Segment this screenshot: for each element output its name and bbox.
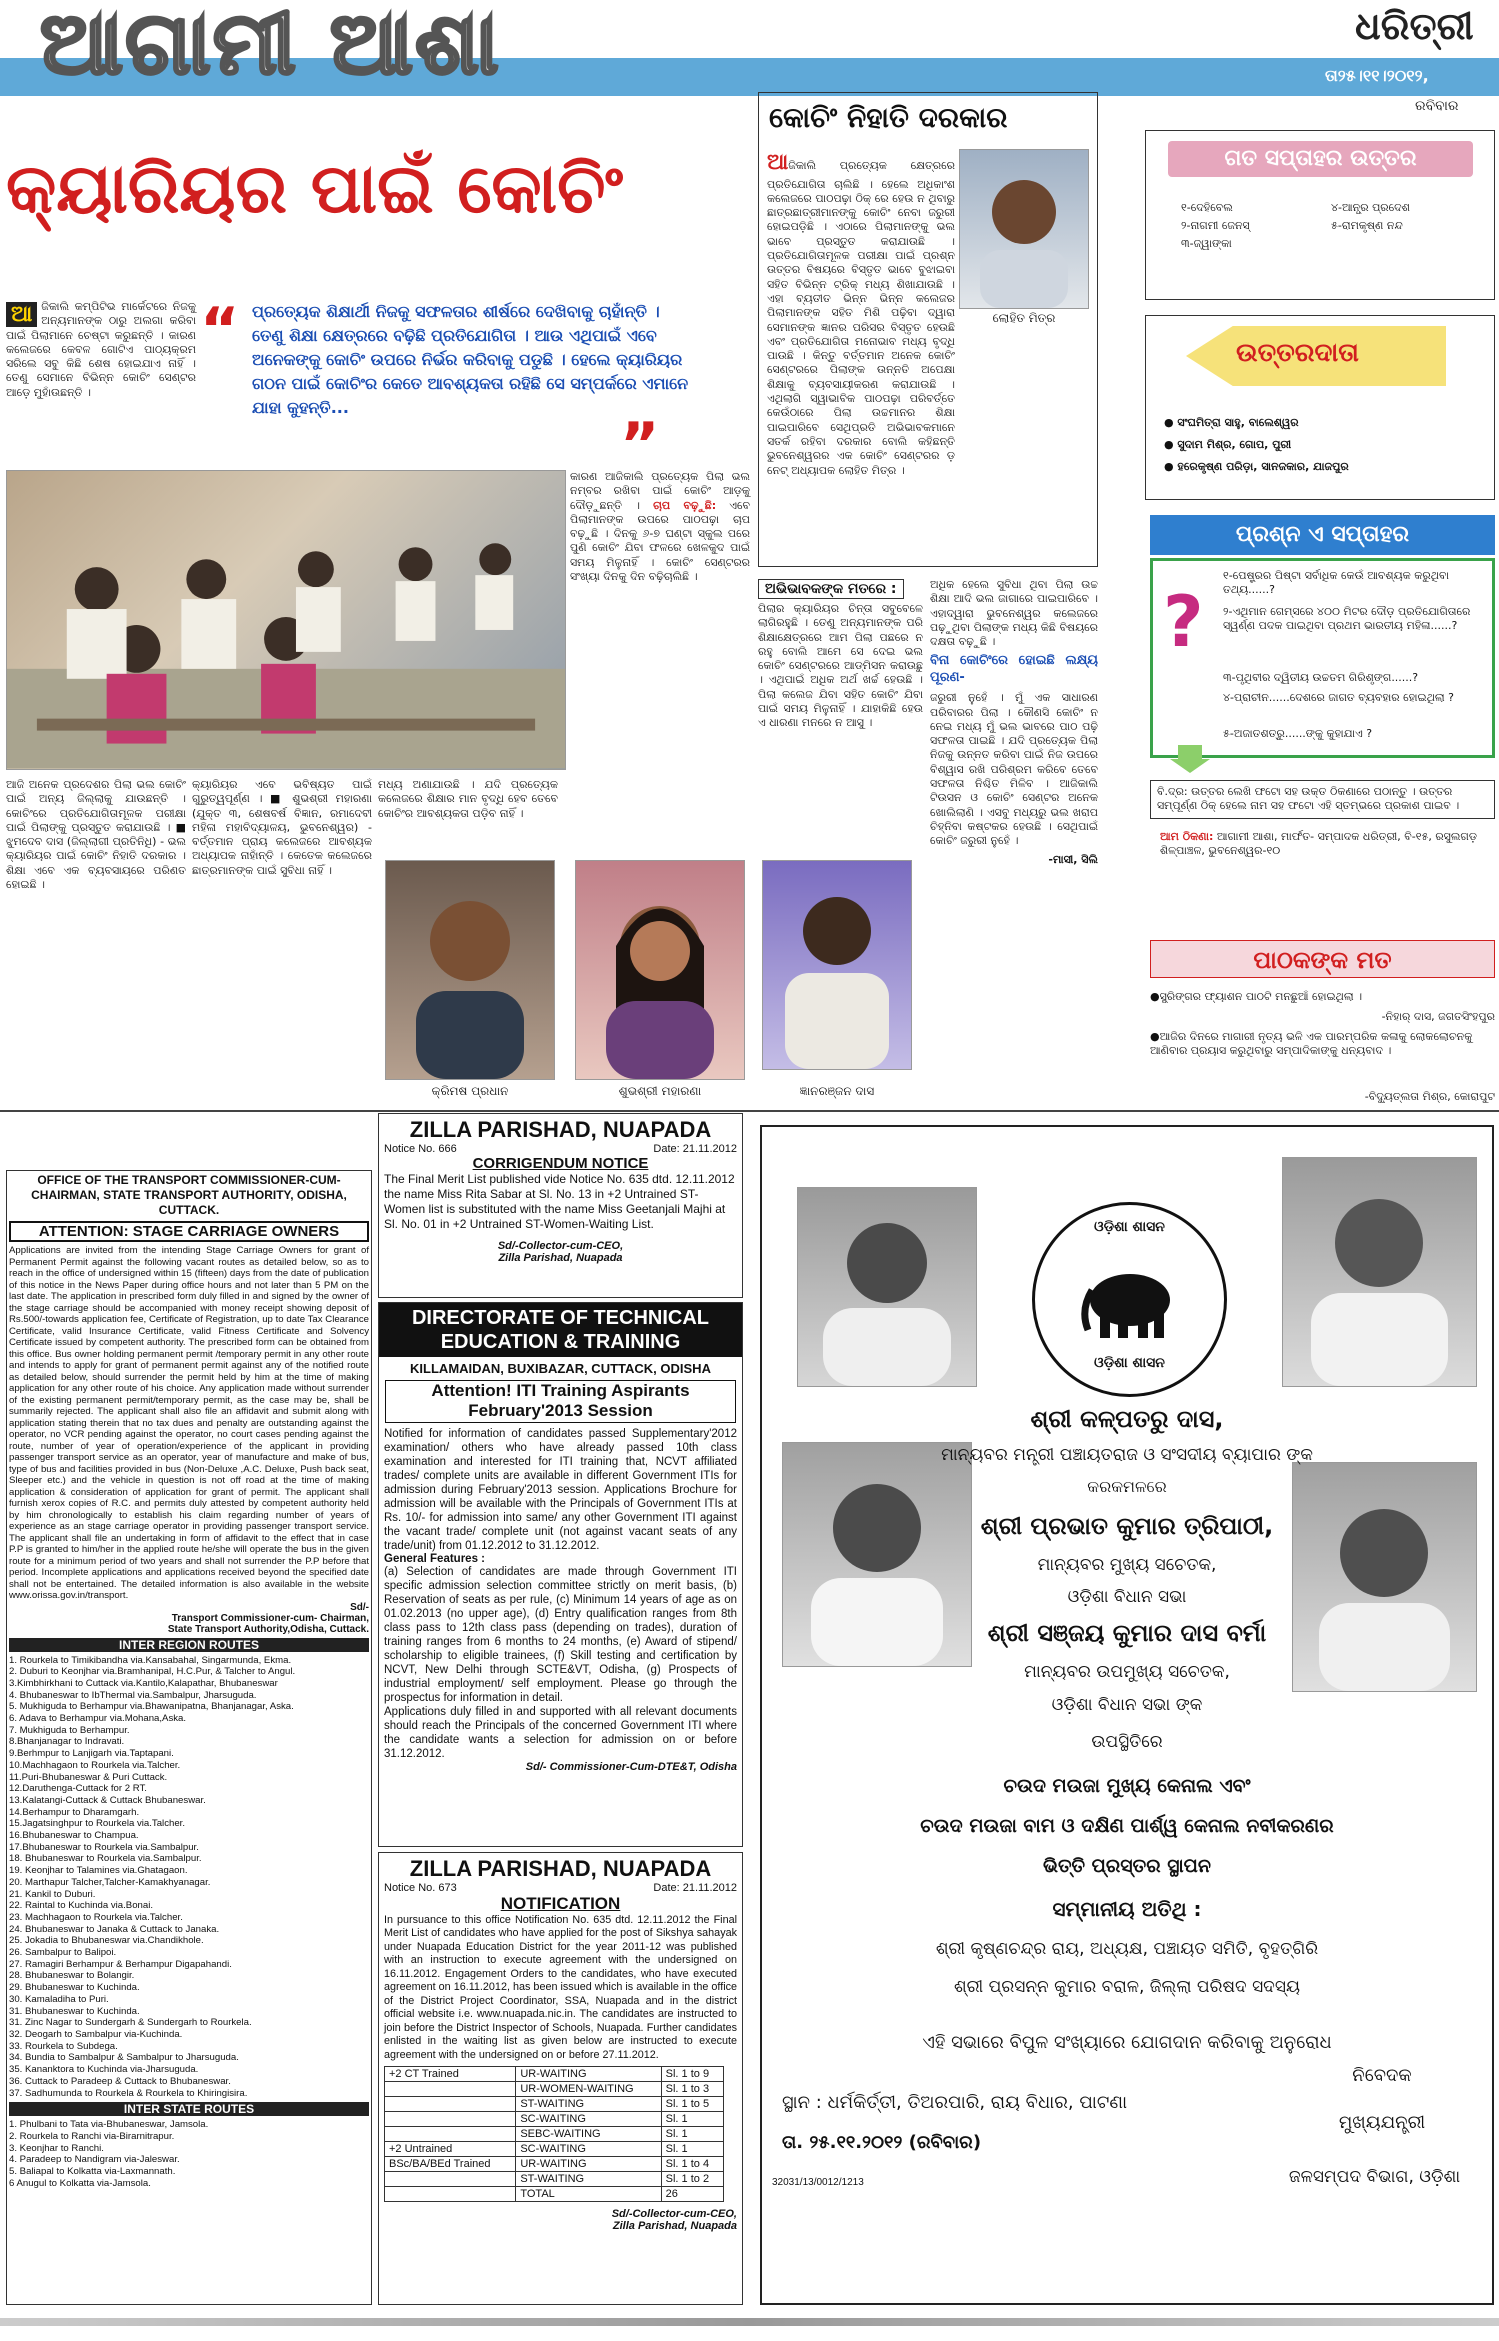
table-row bbox=[385, 2097, 724, 2112]
zp1-title: ZILLA PARISHAD, NUAPADA bbox=[409, 1117, 712, 1142]
portrait-icon bbox=[386, 861, 554, 1079]
solver-2: ● ସୁଦାମ ମିଶ୍ର, ଗୋପ, ପୁରୀ bbox=[1164, 438, 1292, 451]
address-label: ଆମ ଠିକଣା: bbox=[1160, 830, 1214, 843]
chief-guest-name: ଶ୍ରୀ କଳ୍ପତରୁ ଦାସ, bbox=[1030, 1405, 1224, 1433]
quiz-q2: ୨-ଏଥିମାନ ଗେମ୍ସରେ ୪୦୦ ମିଟର ଦୌଡ଼ ପ୍ରତିଯୋଗିତାରେ ସ୍ୱର୍ଣ୍ଣ ପଦକ ପାଇଥିବା ପ୍ରଥମ ଭାରତୀୟ ମହିଳା......? bbox=[1223, 605, 1471, 633]
solver-3: ● ହରେକୃଷ୍ଣ ପରିଡ଼ା, ସାନଜକାର, ଯାଜପୁର bbox=[1164, 460, 1349, 473]
lead-intro bbox=[6, 300, 196, 400]
table-cell: Sl. 1 to 9 bbox=[661, 2067, 723, 2082]
masthead bbox=[0, 0, 1499, 120]
lead-col-c: ମଧ୍ୟ ଅଣାଯାଉଛି । ଯଦି ପ୍ରତ୍ୟେକ କଲେଜରେ ଶିକ୍ଷାର ମାନ ବୃଦ୍ଧି ହେବ ତେବେ କୋଚିଂର ଆବଶ୍ୟକତା ପଡ଼ିବ ନାହିଁ । bbox=[378, 778, 558, 820]
lead-quote: ପ୍ରତ୍ୟେକ ଶିକ୍ଷାର୍ଥୀ ନିଜକୁ ସଫଳତାର ଶୀର୍ଷରେ ଦେଖିବାକୁ ଚାହାଁନ୍ତି । ତେଣୁ ଶିକ୍ଷା କ୍ଷେତ୍ରରେ ବଢ଼ିଛି ପ୍ରତିଯୋଗିତା । ଆଉ ଏଥିପାଇଁ ଏବେ ଅନେକଙ୍କୁ କୋଚିଂ ଉପରେ ନିର୍ଭର କରିବାକୁ ପଡୁଛି । ହେଲେ କ୍ୟାରିୟର ଗଠନ ପାଇଁ କୋଚିଂର କେତେ ଆବଶ୍ୟକତା ରହିଛି ସେ ସମ୍ପର୍କରେ ଏମାନେ ଯାହା କୁହନ୍ତି... bbox=[252, 302, 689, 417]
transport-banner: ATTENTION: STAGE CARRIAGE OWNERS bbox=[9, 1221, 369, 1242]
route-item: 7. Mukhiguda to Berhampur. bbox=[9, 1724, 130, 1736]
solvers-heading: ଉତ୍ତରଦାତା bbox=[1236, 338, 1359, 368]
govt-ad bbox=[760, 1125, 1494, 2305]
guests-label: ସମ୍ମାନୀୟ ଅତିଥି : bbox=[1052, 1897, 1202, 1921]
lead-mid-text2: ଏବେ ପିଲାମାନଙ୍କ ଉପରେ ପାଠପଢ଼ା ଚାପ ବଢ଼ୁଛି । ଦିନକୁ ୬-୭ ଘଣ୍ଟା ସ୍କୁଲ ପରେ ପୁଣି କୋଚିଂ ଯିବା ଫଳରେ ଖେଳକୁଦ ପାଇଁ ସମୟ ମିଳୁନାହିଁ । କୋଚିଂ ସେଣ୍ଟରର ସଂଖ୍ୟା ଦିନକୁ ଦିନ ବଢ଼ିଚାଲିଛି । bbox=[570, 498, 750, 584]
address-block bbox=[1160, 830, 1490, 859]
route-item: 9.Berhmpur to Lanjigarh via.Taptapani. bbox=[9, 1748, 174, 1760]
table-cell bbox=[385, 2172, 516, 2187]
dte-features: (a) Selection of candidates are made through Government ITI specific admission selection committee strictly on merit basis, (b) Reservation of seats as per rule, (c) Minimum 14 years of age as on 01.02.2013 (no upper age), (d) Entry qualification ranges from 8th class pass to 12th class pass (depending on trades), duration of training ranges from 6 months to 24 months, (e) Award of stipend/ scholarship to eligible trainees, (f) Skill testing and certification by NCVT, New Delhi through SCTE&VT, Odisha, (g) Prospects of industrial employment/ self employment. Please go through the prospectus for information in detail. bbox=[384, 1565, 737, 1705]
table-cell: UR-WAITING bbox=[516, 2157, 661, 2172]
route-item: 22. Raintal to Kuchinda via.Bonai. bbox=[9, 1900, 153, 1912]
table-row bbox=[385, 2112, 724, 2127]
dte-body: Notified for information of candidates passed Supplementary'2012 examination/ others who have already passed 10th class examination and interested for ITI training that, NCVT affiliated trades/ complete units are available in different Government ITIs for admission during February'2013 session. Applications Brochure for admission will be available with the Principals of Government ITIs at Rs. 10/- for admission into same/ any other Government ITI against the vacant trade/ complete unit (not against vacant seats of any trade/unit) from 01.12.2012 to 31.12.2012. bbox=[384, 1427, 737, 1552]
quiz-heading: ପ୍ରଶ୍ନ ଏ ସପ୍ତାହର bbox=[1150, 515, 1495, 555]
inter-state-routes bbox=[9, 2119, 369, 2189]
page-footer-rule bbox=[0, 2318, 1499, 2326]
guardian-col-a: ପିଲାର କ୍ୟାରିୟର ଚିନ୍ତା ସବୁବେଳେ ଲାଗିରହୁଛି । ତେଣୁ ଅନ୍ୟମାନଙ୍କ ପରି ଶିକ୍ଷାକ୍ଷେତ୍ରରେ ଆମ ପିଲା ପଛରେ ନ ରହୁ ବୋଲି ଆମେ ସେ ଦେଇ ଭଲ କୋଚିଂ ସେଣ୍ଟରରେ ଆଡ୍ମିସନ କରାଉଛୁ । ଏଥିପାଇଁ ଅଧିକ ଅର୍ଥ ଖର୍ଚ୍ଚ ହେଉଛି । ପିଲା କଲେଜ ଯିବା ସହିତ କୋଚିଂ ଯିବା ପାଇଁ ସମୟ ମିଳୁନାହିଁ । ଯାହାକିଛି ହେଉ ଏ ଧାରଣା ମନରେ ନ ଆସୁ । bbox=[758, 602, 923, 730]
project-line-2: ଚଉଦ ମଉଜା ବାମ ଓ ଦକ୍ଷିଣ ପାର୍ଶ୍ୱ କେନାଲ ନବୀକରଣର bbox=[920, 1815, 1334, 1837]
table-row bbox=[385, 2127, 724, 2142]
guardian-col-b bbox=[930, 578, 1098, 867]
address-text: ଆଗାମୀ ଆଶା, ମାର୍ଫତ- ସମ୍ପାଦକ ଧରିତ୍ରୀ, ବି-୧୫, ରସୁଲଗଡ଼ ଶିଳ୍ପାଞ୍ଚଳ, ଭୁବନେଶ୍ୱର-୧୦ bbox=[1160, 830, 1477, 858]
route-item: 18. Bhubaneswar to Rourkela via.Sambalpur. bbox=[9, 1853, 202, 1865]
lead-intro-text: ଜିକାଲି କମ୍ପିଟିଭ ମାର୍କେଟରେ ନିଜକୁ ଅନ୍ୟମାନଙ୍କ ଠାରୁ ଅଲଗା କରିବା ପାଇଁ ପିଲାମାନେ ଚେଷ୍ଟା କରୁଛନ୍ତି । କାରଣ କଲେଜରେ କେବଳ ଗୋଟିଏ ପାଠ୍ୟକ୍ରମ ସରିଲେ ସବୁ କିଛି ଶେଷ ହୋଇଯାଏ ନାହିଁ । ତେଣୁ ସେମାନେ ବିଭିନ୍ନ କୋଚିଂ ସେଣ୍ଟର ଆଡ଼େ ମୁହାଁଉଛନ୍ତି । bbox=[6, 300, 196, 399]
dte-sig: Sd/- Commissioner-Cum-DTE&T, Odisha bbox=[525, 1761, 737, 1774]
portrait-icon bbox=[798, 1188, 976, 1386]
emblem-top-text: ଓଡ଼ିଶା ଶାସନ bbox=[1094, 1219, 1165, 1235]
caption-gyanaranjan: ଜ୍ଞାନରଞ୍ଜନ ଦାସ bbox=[799, 1084, 875, 1098]
transport-title: OFFICE OF THE TRANSPORT COMMISSIONER-CUM-CHAIRMAN, STATE TRANSPORT AUTHORITY, ODISHA, CUTTACK. bbox=[31, 1173, 347, 1217]
route-item: 19. Keonjhar to Talamines via.Ghatagaon. bbox=[9, 1865, 188, 1877]
table-cell: UR-WOMEN-WAITING bbox=[516, 2082, 661, 2097]
inter-state-heading: INTER STATE ROUTES bbox=[9, 2102, 369, 2116]
students-illustration bbox=[7, 469, 565, 769]
lead-col-b: କ୍ୟାରିୟର ଏବେ ଭବିଷ୍ୟତ ପାଇଁ ଗୁରୁତ୍ୱପୂର୍ଣ୍ଣ । ■ ଶୁଭଶ୍ରୀ ମହାରଣା (ଯୁକ୍ତ ୩, ଶେଷବର୍ଷ ବିଜ୍ଞାନ, ରମାଦେବୀ ମହିଳା ମହାବିଦ୍ୟାଳୟ, ଭୁବନେଶ୍ୱର) - ବର୍ତ୍ତମାନ ପ୍ରାୟ କଲେଜରେ ଆବଶ୍ୟକ ଅଧ୍ୟାପକ ନାହାଁନ୍ତି । କେତେକ କଲେଜରେ ଛାତ୍ରମାନଙ୍କ ପାଇଁ ସୁବିଧା ନାହିଁ । bbox=[192, 778, 372, 877]
state-route-item: 2. Rourkela to Ranchi via-Birarnitrapur. bbox=[9, 2130, 175, 2142]
portrait-icon bbox=[1283, 1158, 1476, 1386]
table-cell bbox=[385, 2082, 516, 2097]
guardian-heading: ଅଭିଭାବକଙ୍କ ମତରେ : bbox=[758, 579, 904, 599]
lead-mid-text: କାରଣ ଆଜିକାଲି ପ୍ରତ୍ୟେକ ପିଲା ଭଲ ନମ୍ବର ରଖିବା ପାଇଁ କୋଚିଂ ଆଡ଼କୁ ଦୌଡ଼ୁଛନ୍ତି । bbox=[570, 470, 750, 512]
prev-answer-2: ୨-ନାଗମୀ ଜେନସ୍ bbox=[1181, 219, 1250, 232]
table-row bbox=[385, 2187, 724, 2202]
guardian-text3: ଜରୁରୀ ନୁହେଁ । ମୁଁ ଏକ ସାଧାରଣ ପରିବାରର ପିଲା । କୌଣସି କୋଚିଂ ନ ନେଇ ମଧ୍ୟ ମୁଁ ଭଲ ଭାବରେ ପାଠ ପଢ଼ି ସଫଳତା ପାଇଛି । ଯଦି ପ୍ରତ୍ୟେକ ପିଲା ନିଜକୁ ଉନ୍ନତ କରିବା ପାଇଁ ନିଜ ଉପରେ ବିଶ୍ୱାସ ରଖି ପରିଶ୍ରମ କରିବେ ତେବେ ସଫଳତା ନିଶ୍ଚିତ ମିଳିବ । ଆଜିକାଲି ଟିଉସନ ଓ କୋଚିଂ ସେଣ୍ଟର ଅନେକ ଖୋଲିଲାଣି । ଏସବୁ ମଧ୍ୟରୁ ଭଲ ଖରାପ ଚିହ୍ନିବା କଷ୍ଟକର ହେଉଛି । ସେଥିପାଇଁ କୋଚିଂ ଜରୁରୀ ନୁହେଁ । bbox=[930, 691, 1098, 848]
route-item: 24. Bhubaneswar to Janaka & Cuttack to Janaka. bbox=[9, 1923, 220, 1935]
route-item: 2. Duburi to Keonjhar via.Bramhanipal, H.C.Pur, & Talcher to Angul. bbox=[9, 1666, 296, 1678]
route-item: 10.Machhagaon to Rourkela via.Talcher. bbox=[9, 1759, 181, 1771]
route-item: 28. Bhubaneswar to Bolangir. bbox=[9, 1970, 135, 1982]
table-cell: Sl. 1 bbox=[661, 2112, 723, 2127]
zp1-sig1: Sd/-Collector-cum-CEO, bbox=[497, 1240, 624, 1252]
state-route-item: 6 Anugul to Kolkatta via-Jamsola. bbox=[9, 2177, 151, 2189]
venue-text: ସ୍ଥାନ : ଧର୍ମକିର୍ତ୍ତୀ, ତିଅରପାରି, ରାୟ ବିଧାର, ପାଟଣା bbox=[782, 2092, 1128, 2113]
table-cell: SC-WAITING bbox=[516, 2142, 661, 2157]
guest-2: ଶ୍ରୀ ପ୍ରସନ୍ନ କୁମାର ବରାଳ, ଜିଲ୍ଲା ପରିଷଦ ସଦସ୍ୟ bbox=[954, 1977, 1300, 1997]
route-item: 34. Bundia to Sambalpur & Sambalpur to Jharsuguda. bbox=[9, 2052, 239, 2064]
masthead-title: ଆଗାମୀ ଆଶା bbox=[40, 0, 501, 94]
photo-chief-minister bbox=[1282, 1157, 1477, 1387]
route-item: 31. Bhubaneswar to Kuchinda. bbox=[9, 2005, 140, 2017]
presence-text: ଉପସ୍ଥିତିରେ bbox=[1091, 1732, 1163, 1752]
table-cell bbox=[385, 2112, 516, 2127]
route-item: 5. Mukhiguda to Berhampur via.Bhawanipatna, Bhanjanagar, Aska. bbox=[9, 1701, 294, 1713]
zp1-heading: CORRIGENDUM NOTICE bbox=[472, 1155, 649, 1172]
table-cell bbox=[385, 2187, 516, 2202]
zp1-notice-no: Notice No. 666 bbox=[384, 1143, 457, 1155]
issue-day: ରବିବାର bbox=[1415, 98, 1459, 114]
prev-answers-heading: ଗତ ସପ୍ତାହର ଉତ୍ତର bbox=[1168, 141, 1473, 177]
table-cell: SEBC-WAITING bbox=[516, 2127, 661, 2142]
route-item: 16.Bhubaneswar to Champua. bbox=[9, 1830, 139, 1842]
prev-answer-4: ୪-ଆନ୍ଧ୍ର ପ୍ରଦେଶ bbox=[1331, 201, 1410, 214]
lead-headline: କ୍ୟାରିୟର ପାଇଁ କୋଚିଂ bbox=[6, 150, 623, 229]
route-item: 14.Berhampur to Dharamgarh. bbox=[9, 1806, 140, 1818]
caption-kriti: କ୍ରିମଷ ପ୍ରଧାନ bbox=[431, 1084, 509, 1098]
inter-region-routes bbox=[9, 1655, 369, 2100]
table-row bbox=[385, 2142, 724, 2157]
state-route-item: 5. Baliapal to Kolkatta via-Laxmannath. bbox=[9, 2166, 176, 2178]
table-cell: TOTAL bbox=[516, 2187, 661, 2202]
table-cell: Sl. 1 bbox=[661, 2142, 723, 2157]
zp2-sig1: Sd/-Collector-cum-CEO, bbox=[611, 2208, 737, 2221]
table-cell: UR-WAITING bbox=[516, 2067, 661, 2082]
route-item: 4. Bhubaneswar to IbThermal via.Sambalpur, Jharsuguda. bbox=[9, 1689, 257, 1701]
opinion-1-sign: -ନିହାର୍ ଦାସ, ଜଗତସିଂହପୁର bbox=[1381, 1010, 1495, 1023]
route-item: 1. Rourkela to Timikibandha via.Kansabahal, Singarmunda, Ekma. bbox=[9, 1654, 292, 1666]
waiting-list-table bbox=[384, 2066, 724, 2202]
state-route-item: 4. Paradeep to Nandigram via-Jaleswar. bbox=[9, 2154, 180, 2166]
guardian-sign: -ମାସୀ, ସିଲି bbox=[1048, 852, 1098, 866]
classroom-photo bbox=[6, 470, 566, 770]
photo-kriti bbox=[385, 860, 555, 1080]
zp2-date: Date: 21.11.2012 bbox=[653, 1882, 737, 1894]
coaching-heading: କୋଚିଂ ନିହାତି ଦରକାର bbox=[769, 101, 1008, 134]
dte-ad bbox=[378, 1302, 743, 1847]
transport-sig1: Sd/- bbox=[350, 1601, 369, 1613]
table-cell bbox=[385, 2127, 516, 2142]
transport-body: Applications are invited from the intending Stage Carriage Owners for grant of Permanent Permit against the following vacant routes as detailed below, so as to reach in the office of undersigned within 15 (fifteen) days from the date of publication of this notice in the News Paper during office hours and not later than 5 PM on the last date. The application in prescribed form duly filled in and signed by the owner of the stage carriage should be accompanied with money receipt showing deposit of Rs.500/-towards application fee, Certificate of Registration, up to date Tax Clearance Certificate, valid Insurance Certificate, valid Fitness Certificate and Solvency Certificate issued by competent authority. The prescribed form can be obtained from this office. Bus owner holding permanent permit /temporary permit in any other route and intends to apply for grant of permanent permit against any of the notified route as detailed below, should surrender the permit held by him at the time of making application for any other route of his choice. Any application made without surrender of the existing permanent permit/temporary permit, as the case may be, shall be summarily rejected. The applicant shall also file an affidavit and submit along with application stating therein that no tax dues and penalty are outstanding against the operator, no VCR pending against the operator, no court cases pending against the route, number of year of operation/experience of the applicant in providing passenger transport service as an operator, year of manufacture and make of bus, type of bus and facilities provided in bus (Non-Deluxe ,A.C. Deluxe, Push back seat, Sleeper etc.) and the vehicle in question is not off road at the time of making application & consideration of application for grant of permit. The applicant shall furnish xerox copies of R.C. and permits duly attested by competent authority held by him chronologically to establish his claim regarding number of years of experience as an stage carriage operator in providing passenger transport service. The applicant shall file an undertaking in form of affidavit to the effect that in case P.P is granted to him/her in the applied route he/she will operate the bus in the given route for a minimum period of two years and shall not surrender the P.P before that period. Incomplete applications and applications received beyond the specified date shall not be entertained. The detailed information is also available in the website www.orissa.gov.in/transport. bbox=[9, 1245, 369, 1601]
dte-features-label: General Features : bbox=[384, 1552, 485, 1565]
route-item: 33. Rourkela to Subdega. bbox=[9, 2040, 118, 2052]
odisha-emblem bbox=[1032, 1202, 1227, 1397]
zp2-sig2: Zilla Parishad, Nuapada bbox=[612, 2220, 737, 2233]
coaching-dropcap: ଆ bbox=[767, 150, 789, 175]
table-row bbox=[385, 2157, 724, 2172]
portrait-icon bbox=[763, 861, 911, 1069]
lead-dropcap: ଆ bbox=[6, 302, 37, 327]
state-route-item: 3. Keonjhar to Ranchi. bbox=[9, 2142, 104, 2154]
portrait-icon bbox=[960, 150, 1088, 308]
chief-whip-name: ଶ୍ରୀ ପ୍ରଭାତ କୁମାର ତ୍ରିପାଠୀ, bbox=[980, 1512, 1274, 1540]
table-cell: +2 CT Trained bbox=[385, 2067, 516, 2082]
photo-shubhashree bbox=[575, 860, 745, 1080]
zp2-heading: NOTIFICATION bbox=[500, 1894, 621, 1913]
prev-answer-5: ୫-ରାମକୃଷ୍ଣ ନନ୍ଦ bbox=[1331, 219, 1403, 232]
opinion-heading: ପାଠକଙ୍କ ମତ bbox=[1150, 940, 1495, 978]
lead-quote-close: ” bbox=[620, 410, 660, 480]
lead-col-a: ଆଜି ଅନେକ ପ୍ରଦେଶର ପିଲା ଭଲ କୋଚିଂ ପାଇଁ ଅନ୍ୟ ଜିଲ୍ଲାକୁ ଯାଉଛନ୍ତି । କୋଚିଂରେ ପ୍ରତିଯୋଗିତାମୂଳକ ପରୀକ୍ଷା ପାଇଁ ପିଲାଙ୍କୁ ପ୍ରସ୍ତୁତ କରାଯାଉଛି । ■ ଝୁମଦେବ ଦାସ (ଜିଲ୍ଲାଗୀ ପ୍ରତିନିଧି) - ଭଲ କ୍ୟାରିୟର ପାଇଁ କୋଚିଂ ନିହାତି ଦରକାର । ଶିକ୍ଷା ଏବେ ଏକ ବ୍ୟବସାୟରେ ପରିଣତ ହୋଇଛି । bbox=[6, 778, 186, 892]
zp2-title: ZILLA PARISHAD, NUAPADA bbox=[409, 1856, 712, 1881]
route-item: 30. Kamaladiha to Puri. bbox=[9, 1993, 109, 2005]
guest-1: ଶ୍ରୀ କୃଷ୍ଣଚନ୍ଦ୍ର ରାୟ, ଅଧ୍ୟକ୍ଷ, ପଞ୍ଚାୟତ ସମିତି, ବୃହତ୍‌ଗିରି bbox=[935, 1939, 1319, 1959]
route-item: 3.Kimbhirkhani to Cuttack via.Kantilo,Kalapathar, Bhubaneswar bbox=[9, 1677, 278, 1689]
quiz-q5: ୫-ଅଜାତଶତ୍ରୁ......ଙ୍କୁ କୁହାଯାଏ ? bbox=[1223, 727, 1373, 740]
quiz-q1: ୧-ପେଷ୍ଟ୍ରର ପିଷ୍ଟା ସର୍ବାଧିକ କେଉଁ ଆବଶ୍ୟକ କରୁଥିବା ତଥ୍ୟ......? bbox=[1223, 569, 1449, 597]
photo-gyanaranjan bbox=[762, 860, 912, 1070]
route-item: 11.Puri-Bhubaneswar & Puri Cuttack. bbox=[9, 1771, 168, 1783]
coaching-text bbox=[767, 149, 955, 478]
quiz-note: ବି.ଦ୍ର: ଉତ୍ତର ଲେଖି ଫଟୋ ସହ ଉକ୍ତ ଠିକଣାରେ ପଠାନ୍ତୁ । ଉତ୍ତର ସମ୍ପୂର୍ଣ୍ଣ ଠିକ୍ ହେଲେ ନାମ ସହ ଫଟୋ ଏହି ସ୍ତମ୍ଭରେ ପ୍ରକାଶ ପାଇବ । bbox=[1150, 780, 1495, 819]
table-row bbox=[385, 2172, 724, 2187]
route-item: 27. Ramagiri Berhampur & Berhampur Digapahandi. bbox=[9, 1958, 232, 1970]
guardian-subhead: ବିନା କୋଚିଂରେ ହୋଇଛି ଲକ୍ଷ୍ୟ ପୂରଣ- bbox=[930, 653, 1098, 686]
project-line-3: ଭିତ୍ତି ପ୍ରସ୍ତର ସ୍ଥାପନ bbox=[1043, 1855, 1211, 1877]
inter-region-heading: INTER REGION ROUTES bbox=[9, 1638, 369, 1652]
deputy-whip-name: ଶ୍ରୀ ସଞ୍ଜୟ କୁମାର ଦାସ ବର୍ମା bbox=[987, 1619, 1267, 1647]
route-item: 20. Marthapur Talcher,Talcher-Kamakhyanagar. bbox=[9, 1876, 211, 1888]
dte-closing: Applications duly filled in and supported with all relevant documents should reach the Principals of the concerned Government ITI where the candidate wants a selection for admission on or before 31.12.2012. bbox=[384, 1706, 737, 1761]
table-cell: Sl. 1 to 4 bbox=[661, 2157, 723, 2172]
photo-chief-guest bbox=[797, 1187, 977, 1387]
quiz-box bbox=[1150, 558, 1495, 758]
from-3: ଜଳସମ୍ପଦ ବିଭାଗ, ଓଡ଼ିଶା bbox=[1288, 2167, 1461, 2187]
deputy-whip-role: ମାନ୍ୟବର ଉପମୁଖ୍ୟ ସଚେତକ, bbox=[1024, 1662, 1230, 1682]
table-cell: ST-WAITING bbox=[516, 2097, 661, 2112]
opinion-1: ●ସ୍ପ୍ରିଙ୍ଗର ଫ୍ୟାଶନ ପାଠଟି ମନଛୁଆଁ ହୋଇଥିଲା । bbox=[1150, 990, 1363, 1003]
zp1-body: The Final Merit List published vide Notice No. 635 dtd. 12.11.2012 the name Miss Rita Sabar at Sl. No. 13 in +2 Untrained ST-Women list is substituted with the name Miss Geetanjali Majhi at Sl. No. 01 in +2 Untrained ST-Women-Waiting List. bbox=[384, 1172, 735, 1231]
table-cell: ST-WAITING bbox=[516, 2172, 661, 2187]
section-divider bbox=[0, 1110, 1499, 1112]
route-item: 31. Zinc Nagar to Sundergarh & Sundergarh to Rourkela. bbox=[9, 2017, 252, 2029]
route-item: 15.Jagatsinghpur to Rourkela via.Talcher. bbox=[9, 1818, 185, 1830]
transport-sig3: State Transport Authority,Odisha, Cuttack. bbox=[167, 1623, 369, 1635]
project-line-1: ଚଉଦ ମଉଜା ମୁଖ୍ୟ କେନାଲ ଏବଂ bbox=[1003, 1775, 1251, 1797]
elephant-seal-icon bbox=[1080, 1250, 1180, 1345]
state-route-item: 1. Phulbani to Tata via-Bhubaneswar, Jamsola. bbox=[9, 2119, 209, 2131]
issue-date: ତା୨୫।୧୧।୨୦୧୨, bbox=[1325, 66, 1429, 85]
route-item: 21. Kankil to Duburi. bbox=[9, 1888, 96, 1900]
ad-code: 32031/13/0012/1213 bbox=[772, 2177, 864, 2188]
table-cell: SC-WAITING bbox=[516, 2112, 661, 2127]
caption-shubhashree: ଶୁଭଶ୍ରୀ ମହାରଣା bbox=[618, 1084, 702, 1098]
question-mark-icon: ? bbox=[1163, 581, 1204, 663]
invite-text: ଏହି ସଭାରେ ବିପୁଳ ସଂଖ୍ୟାରେ ଯୋଗଦାନ କରିବାକୁ ଅନୁରୋଧ bbox=[922, 2032, 1332, 2053]
dte-heading: Attention! ITI Training Aspirants February'2013 Session bbox=[385, 1380, 736, 1423]
lead-quote-open: “ bbox=[200, 295, 240, 365]
route-item: 6. Adava to Berhampur via.Mohana,Aska. bbox=[9, 1713, 187, 1725]
dte-title: DIRECTORATE OF TECHNICAL EDUCATION & TRAINING bbox=[379, 1303, 742, 1357]
table-cell: +2 Untrained bbox=[385, 2142, 516, 2157]
prev-answer-1: ୧-ଦେହିବେଲ bbox=[1181, 201, 1233, 214]
brand-logo: ଧରିତ୍ରୀ bbox=[1355, 4, 1474, 48]
portrait-icon bbox=[1293, 1463, 1476, 1691]
prev-answers-box bbox=[1145, 130, 1495, 300]
caption-lohit: ଲୋହିତ ମିତ୍ର bbox=[992, 311, 1056, 325]
quiz-q3: ୩-ପୃଥିବୀର ଦ୍ୱିତୀୟ ଉଚ୍ଚତମ ଗିରିଶୃଙ୍ଗ......? bbox=[1223, 671, 1419, 684]
zp1-date: Date: 21.11.2012 bbox=[653, 1143, 737, 1155]
transport-sig2: Transport Commissioner-cum- Chairman, bbox=[171, 1612, 369, 1624]
lead-mid-subhead: ଚାପ ବଢ଼ୁଛି: bbox=[653, 498, 717, 512]
route-item: 8.Bhanjanagar to Indravati. bbox=[9, 1736, 125, 1748]
chief-guest-role: ମାନ୍ୟବର ମନ୍ତ୍ରୀ ପଞ୍ଚାୟତରାଜ ଓ ସଂସଦୀୟ ବ୍ୟାପାର ଙ୍କ bbox=[941, 1445, 1313, 1465]
table-cell: Sl. 1 to 2 bbox=[661, 2172, 723, 2187]
opinion-2: ●ଆଜିର ଦିନରେ ମାଗାରୀ ନୃତ୍ୟ ଭଳି ଏକ ପାରମ୍ପରିକ କଳାକୁ ଲୋକଲୋଚନକୁ ଆଣିବାର ପ୍ରୟାସ କରୁଥିବାରୁ ସମ୍ପାଦିକାଙ୍କୁ ଧନ୍ୟବାଦ । bbox=[1150, 1030, 1473, 1058]
route-item: 37. Sadhumunda to Rourkela & Rourkela to Khiringisira. bbox=[9, 2087, 248, 2099]
solvers-box bbox=[1145, 315, 1495, 500]
guardian-text2: ଅଧିକ ହେଲେ ସୁବିଧା ଥିବା ପିଲା ଉଚ୍ଚ ଶିକ୍ଷା ଆଦି ଭଲ ଜାଗାରେ ପାଇପାରିବେ । ଏହାଦ୍ୱାରା ଭୁବନେଶ୍ୱର କଲେଜରେ ପଢ଼ୁଥିବା ପିଲାଙ୍କ ମଧ୍ୟ କିଛି ବିଷୟରେ ଦକ୍ଷତା ବଢ଼ୁଛି । bbox=[930, 578, 1098, 649]
route-item: 35. Kananktora to Kuchinda via-Jharsuguda. bbox=[9, 2064, 199, 2076]
event-date: ତା. ୨୫.୧୧.୨୦୧୨ (ରବିବାର) bbox=[782, 2132, 982, 2153]
dte-address: KILLAMAIDAN, BUXIBAZAR, CUTTACK, ODISHA bbox=[410, 1361, 711, 1376]
table-cell: Sl. 1 bbox=[661, 2127, 723, 2142]
route-item: 13.Kalatangi-Cuttack & Cuttack Bhubaneswar. bbox=[9, 1794, 206, 1806]
table-cell: 26 bbox=[661, 2187, 723, 2202]
emblem-bottom-text: ଓଡ଼ିଶା ଶାସନ bbox=[1094, 1355, 1165, 1371]
solver-1: ● ସଂଘମିତ୍ରା ସାହୁ, ବାଲେଶ୍ୱର bbox=[1164, 416, 1299, 429]
coaching-box bbox=[758, 92, 1098, 567]
route-item: 23. Machhagaon to Rourkela via.Talcher. bbox=[9, 1911, 183, 1923]
route-item: 25. Jokadia to Bhubaneswar via.Chandikhole. bbox=[9, 1935, 204, 1947]
portrait-icon bbox=[576, 861, 744, 1079]
table-cell bbox=[385, 2097, 516, 2112]
coaching-body: ଜିକାଲି ପ୍ରତ୍ୟେକ କ୍ଷେତ୍ରରେ ପ୍ରତିଯୋଗିତା ଚାଲିଛି । ହେଲେ ଅଧିକାଂଶ କଲେଜରେ ପାଠପଢ଼ା ଠିକ୍ ରେ ହେଉ ନ ଥିବାରୁ ଛାତ୍ରଛାତ୍ରୀମାନଙ୍କୁ କୋଚିଂ ନେବା ଜରୁରୀ ହୋଇପଡ଼ିଛି । ଏଠାରେ ପିଲାମାନଙ୍କୁ ଭଲ ଭାବେ ପ୍ରସ୍ତୁତ କରାଯାଉଛି । ପ୍ରତିଯୋଗିତାମୂଳକ ପରୀକ୍ଷା ପାଇଁ ପ୍ରଶ୍ନ ଉତ୍ତର ବିଷୟରେ ବିସ୍ତୃତ ଭାବେ ବୁଝାଇବା ସହିତ ବିଭିନ୍ନ ଟ୍ରିକ୍ ମଧ୍ୟ ଶିଖାଯାଉଛି । ଏହା ବ୍ୟତୀତ ଭିନ୍ନ ଭିନ୍ନ କଲେଜର ପିଲାମାନଙ୍କ ସହିତ ମିଶି ପଢ଼ିବା ଦ୍ୱାରା ସେମାନଙ୍କ ଜ୍ଞାନର ପରିସର ବିସ୍ତୃତ ହେଉଛି ଏବଂ ପ୍ରତିଯୋଗିତା ମନୋଭାବ ମଧ୍ୟ ବୃଦ୍ଧି ପାଉଛି । କିନ୍ତୁ ବର୍ତ୍ତମାନ ଅନେକ କୋଚିଂ ସେଣ୍ଟରରେ ପିଲାଙ୍କ ଉନ୍ନତି ଅପେକ୍ଷା ଶିକ୍ଷାକୁ ବ୍ୟବସାୟୀକରଣ କରାଯାଉଛି । ଏଥିଲାଗି ସ୍ୱାଭାବିକ ପାଠପଢ଼ା ପରିବର୍ତ୍ତେ କେଉଁଠାରେ ପିଲା ଉଚ୍ଚମାନର ଶିକ୍ଷା ପାଇପାରିବେ ସେଥିପ୍ରତି ଅଭିଭାବକମାନେ ସତର୍କ ରହିବା ଦରକାର ବୋଲି କହିଛନ୍ତି ଭୁବନେଶ୍ୱରର ଏକ କୋଚିଂ ସେଣ୍ଟରର ଡ଼ ନେଟ୍ ଅଧ୍ୟାପକ ଲୋହିତ ମିତ୍ର । bbox=[767, 159, 955, 477]
route-item: 26. Sambalpur to Balipoi. bbox=[9, 1947, 117, 1959]
transport-ad bbox=[6, 1170, 372, 2305]
zp2-notice-no: Notice No. 673 bbox=[384, 1882, 457, 1894]
table-row bbox=[385, 2082, 724, 2097]
opinion-2-sign: -ବିଦ୍ୟୁତ୍‌ଲତା ମିଶ୍ର, କୋରାପୁଟ bbox=[1364, 1090, 1495, 1103]
deputy-whip-house: ଓଡ଼ିଶା ବିଧାନ ସଭା ଙ୍କ bbox=[1051, 1695, 1203, 1715]
chief-guest-tail: କରକମଳରେ bbox=[1087, 1477, 1167, 1496]
table-cell: Sl. 1 to 3 bbox=[661, 2082, 723, 2097]
quiz-q4: ୪-ପ୍ରାଚୀନ......ଦେଶରେ ଜାଗତ ବ୍ୟବହାର ହୋଇଥିଲା ? bbox=[1223, 691, 1455, 704]
table-cell: BSc/BA/BEd Trained bbox=[385, 2157, 516, 2172]
chief-whip-role: ମାନ୍ୟବର ମୁଖ୍ୟ ସଚେତକ, bbox=[1037, 1555, 1217, 1575]
zp-notification-ad bbox=[378, 1852, 743, 2305]
prev-answer-3: ୩-ଜ୍ୱାଙ୍କା bbox=[1181, 237, 1232, 250]
from-2: ମୁଖ୍ୟଯନ୍ତ୍ରୀ bbox=[1338, 2112, 1426, 2133]
zp-corrigendum-ad bbox=[378, 1113, 743, 1298]
route-item: 36. Cuttack to Paradeep & Cuttack to Bhubaneswar. bbox=[9, 2075, 231, 2087]
route-item: 32. Deogarh to Sambalpur via-Kuchinda. bbox=[9, 2029, 183, 2040]
photo-lohit bbox=[959, 149, 1089, 309]
chief-whip-house: ଓଡ଼ିଶା ବିଧାନ ସଭା bbox=[1067, 1587, 1187, 1607]
route-item: 17.Bhubaneswar to Rourkela via.Sambalpur. bbox=[9, 1841, 199, 1853]
table-cell: Sl. 1 to 5 bbox=[661, 2097, 723, 2112]
route-item: 29. Bhubaneswar to Kuchinda. bbox=[9, 1982, 140, 1994]
zp1-sig2: Zilla Parishad, Nuapada bbox=[498, 1252, 623, 1264]
route-item: 12.Daruthenga-Cuttack for 2 RT. bbox=[9, 1783, 147, 1795]
from-1: ନିବେଦକ bbox=[1352, 2065, 1412, 2086]
table-row bbox=[385, 2067, 724, 2082]
lead-mid-column bbox=[570, 470, 750, 584]
zp2-body: In pursuance to this office Notification No. 635 dtd. 12.11.2012 the Final Merit List of candidates who have applied for the post of Sikshya sahayak under Nuapada Education District for the year 2011-12 was published with an instruction to execute agreement with the undersigned on 16.11.2012. Engagement Orders to the candidates, who have executed agreement on 16.11.2012, has been issued which is available in the office of the District Project Coordinator, SSA, Nuapada and in the district official website i.e. www.nuapada.nic.in. The candidates are instructed to join before the District Inspector of Schools, Nuapada. Further candidates enlisted in the waiting list as given below are instructed to execute agreement with the undersigned on or before 27.11.2012. bbox=[384, 1914, 737, 2061]
